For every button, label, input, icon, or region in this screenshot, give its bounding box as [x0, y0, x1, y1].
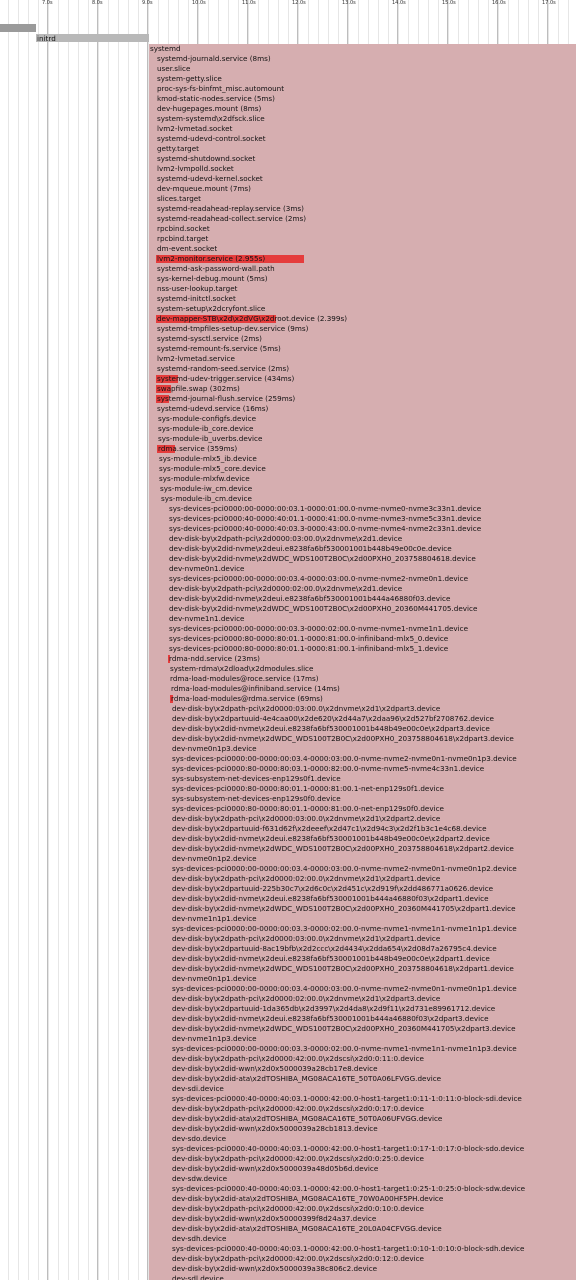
unit-label: dev-disk-by\x2dpath-pci\x2d0000:42:00.0\x2dscsi\x2d0:0:10:0.device — [172, 1204, 424, 1213]
unit-label: system-systemd\x2dfsck.slice — [157, 114, 265, 123]
grid-line — [128, 0, 129, 1280]
unit-label: sys-devices-pci0000:00-0000:00:03.4-0000:03:00.0-nvme-nvme2-nvme0n1.device — [169, 574, 469, 583]
unit-label: sys-kernel-debug.mount (5ms) — [157, 274, 268, 283]
tick-label: 16.0s — [492, 0, 506, 6]
unit-label: sys-devices-pci0000:40-0000:40:03.1-0000:42:00.0-host1-target1:0:10-1:0:10:0-block-sdh.device — [172, 1244, 525, 1253]
tick-label: 17.0s — [542, 0, 556, 6]
unit-label: rdma-ndd.service (23ms) — [169, 654, 260, 663]
unit-label: dev-disk-by\x2did-wwn\x2d0x5000039a28cb17e8.device — [172, 1064, 378, 1073]
unit-label: sys-devices-pci0000:00-0000:00:03.1-0000:01:00.0-nvme-nvme0-nvme3c33n1.device — [169, 504, 482, 513]
unit-label: sys-devices-pci0000:00-0000:00:03.3-0000:02:00.0-nvme-nvme1-nvme1n1.device — [169, 624, 469, 633]
unit-label: sys-subsystem-net-devices-enp129s0f0.device — [172, 794, 341, 803]
unit-label: sys-module-mlx5_ib.device — [159, 454, 257, 463]
unit-label: dev-disk-by\x2did-nvme\x2deui.e8238fa6bf530001001b444a46880f03\x2dpart1.device — [172, 894, 489, 903]
systemd-label: systemd — [150, 44, 181, 53]
major-grid-line — [147, 0, 148, 1280]
unit-label: sys-module-mlx5_core.device — [159, 464, 266, 473]
unit-label: dev-disk-by\x2dpath-pci\x2d0000:02:00.0\x2dnvme\x2d1.device — [169, 584, 403, 593]
unit-label: dev-disk-by\x2dpath-pci\x2d0000:03:00.0\x2dnvme\x2d1\x2dpart3.device — [172, 704, 441, 713]
grid-line — [8, 0, 9, 1280]
unit-label: sys-devices-pci0000:80-0000:80:01.1-0000:81:00.0-net-enp129s0f0.device — [172, 804, 444, 813]
unit-label: systemd-udevd.service (16ms) — [157, 404, 269, 413]
unit-label: dev-disk-by\x2dpath-pci\x2d0000:42:00.0\x2dscsi\x2d0:0:25:0.device — [172, 1154, 424, 1163]
unit-label: system-setup\x2dcryfont.slice — [157, 304, 266, 313]
unit-label: rdma-load-modules@rdma.service (69ms) — [171, 694, 323, 703]
tick-label: 11.0s — [242, 0, 256, 6]
unit-label: dev-disk-by\x2dpartuuid-f631d62f\x2deeef\x2d47c1\x2d94c3\x2d2f1b3c1e4c68.device — [172, 824, 487, 833]
kernel-bar — [0, 24, 36, 32]
unit-label: dev-disk-by\x2did-nvme\x2dWDC_WDS100T2B0C\x2d00PXH0_203758804618\x2dpart2.device — [172, 844, 514, 853]
unit-label: systemd-sysctl.service (2ms) — [157, 334, 262, 343]
grid-line — [38, 0, 39, 1280]
unit-label: lvm2-lvmetad.service — [157, 354, 235, 363]
unit-label: nss-user-lookup.target — [157, 284, 238, 293]
unit-label: sys-module-iw_cm.device — [160, 484, 253, 493]
unit-label: sys-devices-pci0000:40-0000:40:03.1-0000:42:00.0-host1-target1:0:11-1:0:11:0-block-sdi.device — [172, 1094, 522, 1103]
unit-label: dev-nvme0n1p1.device — [172, 974, 257, 983]
unit-label: dev-disk-by\x2did-ata\x2dTOSHIBA_MG08ACA16TE_50T0A06UFVGG.device — [172, 1114, 443, 1123]
unit-label: sys-devices-pci0000:00-0000:00:03.3-0000:02:00.0-nvme-nvme1-nvme1n1-nvme1n1p1.device — [172, 924, 517, 933]
unit-label: dev-hugepages.mount (8ms) — [157, 104, 262, 113]
unit-label: dev-disk-by\x2dpartuuid-8ac19bfb\x2d2ccc\x2d4434\x2dda654\x2d08d7a26795c4.device — [172, 944, 497, 953]
unit-label: dev-disk-by\x2did-ata\x2dTOSHIBA_MG08ACA16TE_50T0A06LFVGG.device — [172, 1074, 442, 1083]
unit-label: dev-disk-by\x2did-nvme\x2deui.e8238fa6bf530001001b448b49e00c0e\x2dpart1.device — [172, 954, 490, 963]
unit-label: dev-sdi.device — [172, 1084, 224, 1093]
unit-label: dev-nvme0n1p2.device — [172, 854, 257, 863]
unit-label: sys-devices-pci0000:00-0000:00:03.4-0000:03:00.0-nvme-nvme2-nvme0n1-nvme0n1p2.device — [172, 864, 517, 873]
unit-label: rpcbind.target — [157, 234, 209, 243]
unit-label: system-getty.slice — [157, 74, 222, 83]
unit-label: dev-disk-by\x2did-nvme\x2deui.e8238fa6bf530001001b448b49e00c0e.device — [169, 544, 452, 553]
unit-label: system-rdma\x2dload\x2dmodules.slice — [170, 664, 314, 673]
unit-label: dev-nvme1n1p1.device — [172, 914, 257, 923]
unit-label: dev-mqueue.mount (7ms) — [157, 184, 251, 193]
unit-label: dev-disk-by\x2dpath-pci\x2d0000:02:00.0\x2dnvme\x2d1\x2dpart3.device — [172, 994, 441, 1003]
unit-label: systemd-journal-flush.service (259ms) — [157, 394, 296, 403]
unit-label: rdma.service (359ms) — [158, 444, 238, 453]
grid-line — [18, 0, 19, 1280]
unit-label: dev-disk-by\x2did-wwn\x2d0x50000399f8d24a37.device — [172, 1214, 377, 1223]
unit-label: dev-disk-by\x2did-nvme\x2deui.e8238fa6bf530001001b448b49e00c0e\x2dpart2.device — [172, 834, 490, 843]
unit-label: systemd-tmpfiles-setup-dev.service (9ms) — [157, 324, 309, 333]
unit-label: systemd-readahead-collect.service (2ms) — [157, 214, 307, 223]
unit-label: systemd-udevd-control.socket — [157, 134, 266, 143]
unit-label: systemd-random-seed.service (2ms) — [157, 364, 290, 373]
unit-label: dev-disk-by\x2dpath-pci\x2d0000:03:00.0\x2dnvme\x2d1.device — [169, 534, 403, 543]
unit-label: dev-disk-by\x2did-nvme\x2dWDC_WDS100T2B0C\x2d00PXH0_20360M441705\x2dpart1.device — [172, 904, 516, 913]
grid-line — [138, 0, 139, 1280]
unit-label: dev-disk-by\x2did-wwn\x2d0x5000039a48d05b6d.device — [172, 1164, 379, 1173]
grid-line — [78, 0, 79, 1280]
unit-label: dev-disk-by\x2did-ata\x2dTOSHIBA_MG08ACA16TE_20L0A04CFVGG.device — [172, 1224, 442, 1233]
unit-label: lvm2-lvmetad.socket — [157, 124, 233, 133]
unit-label: sys-devices-pci0000:80-0000:80:01.1-0000:81:00.1-infiniband-mlx5_1.device — [169, 644, 449, 653]
tick-label: 7.0s — [42, 0, 53, 6]
unit-label: dev-disk-by\x2did-wwn\x2d0x5000039a28cb1813.device — [172, 1124, 378, 1133]
unit-label: dev-disk-by\x2dpartuuid-225b30c7\x2d6c0c\x2d451c\x2d919f\x2dd486771a0626.device — [172, 884, 494, 893]
unit-label: sys-subsystem-net-devices-enp129s0f1.device — [172, 774, 341, 783]
grid-line — [98, 0, 99, 1280]
unit-label: getty.target — [157, 144, 199, 153]
unit-label: sys-devices-pci0000:80-0000:80:01.1-0000:81:00.1-net-enp129s0f1.device — [172, 784, 444, 793]
unit-label: dev-disk-by\x2dpath-pci\x2d0000:42:00.0\x2dscsi\x2d0:0:11:0.device — [172, 1054, 424, 1063]
unit-label: sys-devices-pci0000:00-0000:00:03.3-0000:02:00.0-nvme-nvme1-nvme1n1-nvme1n1p3.device — [172, 1044, 517, 1053]
grid-line — [118, 0, 119, 1280]
unit-label: dev-sdw.device — [172, 1174, 228, 1183]
unit-label: dev-disk-by\x2did-nvme\x2dWDC_WDS100T2B0C\x2d00PXH0_203758804618\x2dpart1.device — [172, 964, 514, 973]
unit-label: dev-disk-by\x2did-nvme\x2dWDC_WDS100T2B0C\x2d00PXH0_203758804618.device — [169, 554, 476, 563]
grid-line — [48, 0, 49, 1280]
tick-label: 14.0s — [392, 0, 406, 6]
unit-label: sys-devices-pci0000:80-0000:80:01.1-0000:81:00.0-infiniband-mlx5_0.device — [169, 634, 449, 643]
tick-label: 10.0s — [192, 0, 206, 6]
unit-label: kmod-static-nodes.service (5ms) — [157, 94, 275, 103]
unit-label: dev-disk-by\x2dpath-pci\x2d0000:42:00.0\x2dscsi\x2d0:0:12:0.device — [172, 1254, 424, 1263]
unit-label: dev-disk-by\x2did-wwn\x2d0x5000039a38c806c2.device — [172, 1264, 378, 1273]
major-grid-line — [97, 0, 98, 1280]
unit-label: systemd-initctl.socket — [157, 294, 236, 303]
unit-label: dev-nvme0n1.device — [169, 564, 245, 573]
unit-label: dm-event.socket — [157, 244, 218, 253]
unit-label: sys-devices-pci0000:40-0000:40:01.1-0000:41:00.0-nvme-nvme3-nvme5c33n1.device — [169, 514, 482, 523]
unit-label: sys-devices-pci0000:40-0000:40:03.1-0000:42:00.0-host1-target1:0:25-1:0:25:0-block-sdw.device — [172, 1184, 526, 1193]
grid-line — [68, 0, 69, 1280]
unit-label: systemd-udev-trigger.service (434ms) — [157, 374, 295, 383]
unit-label: rdma-load-modules@infiniband.service (14ms) — [171, 684, 340, 693]
unit-label: dev-disk-by\x2did-nvme\x2deui.e8238fa6bf530001001b444a46880f03.device — [169, 594, 451, 603]
tick-label: 8.0s — [92, 0, 103, 6]
unit-label: dev-disk-by\x2did-nvme\x2deui.e8238fa6bf530001001b448b49e00c0e\x2dpart3.device — [172, 724, 490, 733]
unit-label: dev-sdo.device — [172, 1134, 227, 1143]
unit-label: systemd-readahead-replay.service (3ms) — [157, 204, 304, 213]
grid-line — [58, 0, 59, 1280]
unit-label: slices.target — [157, 194, 201, 203]
unit-label: sys-devices-pci0000:80-0000:80:03.1-0000:82:00.0-nvme-nvme5-nvme4c33n1.device — [172, 764, 485, 773]
unit-label: dev-disk-by\x2did-nvme\x2deui.e8238fa6bf530001001b444a46880f03\x2dpart3.device — [172, 1014, 489, 1023]
unit-label: sys-devices-pci0000:40-0000:40:03.3-0000:43:00.0-nvme-nvme4-nvme2c33n1.device — [169, 524, 482, 533]
unit-label: dev-nvme1n1p3.device — [172, 1034, 257, 1043]
unit-label: sys-devices-pci0000:00-0000:00:03.4-0000:03:00.0-nvme-nvme2-nvme0n1-nvme0n1p3.device — [172, 754, 517, 763]
tick-label: 9.0s — [142, 0, 153, 6]
unit-label: dev-sdl.device — [172, 1274, 224, 1280]
unit-label: swapfile.swap (302ms) — [157, 384, 240, 393]
unit-label: sys-devices-pci0000:40-0000:40:03.1-0000:42:00.0-host1-target1:0:17-1:0:17:0-block-sdo.device — [172, 1144, 525, 1153]
unit-label: lvm2-monitor.service (2.955s) — [157, 254, 266, 263]
grid-line — [28, 0, 29, 1280]
unit-label: sys-module-mlxfw.device — [159, 474, 250, 483]
unit-label: dev-disk-by\x2dpath-pci\x2d0000:42:00.0\x2dscsi\x2d0:0:17:0.device — [172, 1104, 424, 1113]
unit-label: systemd-shutdownd.socket — [157, 154, 256, 163]
unit-label: systemd-journald.service (8ms) — [157, 54, 271, 63]
unit-label: dev-disk-by\x2dpartuuid-4e4caa00\x2de620\x2d44a7\x2daa96\x2d527bf2708762.device — [172, 714, 494, 723]
unit-label: dev-disk-by\x2dpath-pci\x2d0000:03:00.0\x2dnvme\x2d1\x2dpart1.device — [172, 934, 441, 943]
unit-label: sys-devices-pci0000:00-0000:00:03.4-0000:03:00.0-nvme-nvme2-nvme0n1-nvme0n1p1.device — [172, 984, 517, 993]
unit-label: dev-sdh.device — [172, 1234, 227, 1243]
unit-label: lvm2-lvmpolld.socket — [157, 164, 234, 173]
unit-label: rpcbind.socket — [157, 224, 210, 233]
unit-label: systemd-ask-password-wall.path — [157, 264, 275, 273]
unit-label: dev-disk-by\x2did-nvme\x2dWDC_WDS100T2B0C\x2d00PXH0_203758804618\x2dpart3.device — [172, 734, 514, 743]
unit-label: rdma-load-modules@roce.service (17ms) — [170, 674, 319, 683]
grid-line — [88, 0, 89, 1280]
tick-label: 13.0s — [342, 0, 356, 6]
unit-label: dev-disk-by\x2dpath-pci\x2d0000:02:00.0\x2dnvme\x2d1\x2dpart1.device — [172, 874, 441, 883]
unit-label: sys-module-ib_uverbs.device — [158, 434, 263, 443]
unit-label: dev-disk-by\x2did-ata\x2dTOSHIBA_MG08ACA16TE_70W0A00HF5PH.device — [172, 1194, 444, 1203]
unit-label: dev-nvme1n1.device — [169, 614, 245, 623]
unit-label: proc-sys-fs-binfmt_misc.automount — [157, 84, 285, 93]
unit-label: sys-module-configfs.device — [158, 414, 257, 423]
grid-line — [108, 0, 109, 1280]
unit-label: dev-disk-by\x2did-nvme\x2dWDC_WDS100T2B0C\x2d00PXH0_20360M441705\x2dpart3.device — [172, 1024, 516, 1033]
unit-label: dev-disk-by\x2dpartuuid-1da365db\x2d3997\x2d4da8\x2d9f11\x2d731e89961712.device — [172, 1004, 496, 1013]
unit-label: systemd-remount-fs.service (5ms) — [157, 344, 281, 353]
initrd-label: initrd — [37, 34, 56, 43]
unit-label: systemd-udevd-kernel.socket — [157, 174, 263, 183]
unit-label: dev-disk-by\x2did-nvme\x2dWDC_WDS100T2B0C\x2d00PXH0_20360M441705.device — [169, 604, 478, 613]
unit-label: sys-module-ib_core.device — [158, 424, 254, 433]
tick-label: 15.0s — [442, 0, 456, 6]
unit-label: dev-nvme0n1p3.device — [172, 744, 257, 753]
unit-label: sys-module-ib_cm.device — [161, 494, 252, 503]
unit-label: dev-mapper-STB\x2d\x2dVG\x2droot.device (2.399s) — [157, 314, 347, 323]
unit-label: dev-disk-by\x2dpath-pci\x2d0000:03:00.0\x2dnvme\x2d1\x2dpart2.device — [172, 814, 441, 823]
major-grid-line — [47, 0, 48, 1280]
tick-label: 12.0s — [292, 0, 306, 6]
unit-label: user.slice — [157, 64, 191, 73]
